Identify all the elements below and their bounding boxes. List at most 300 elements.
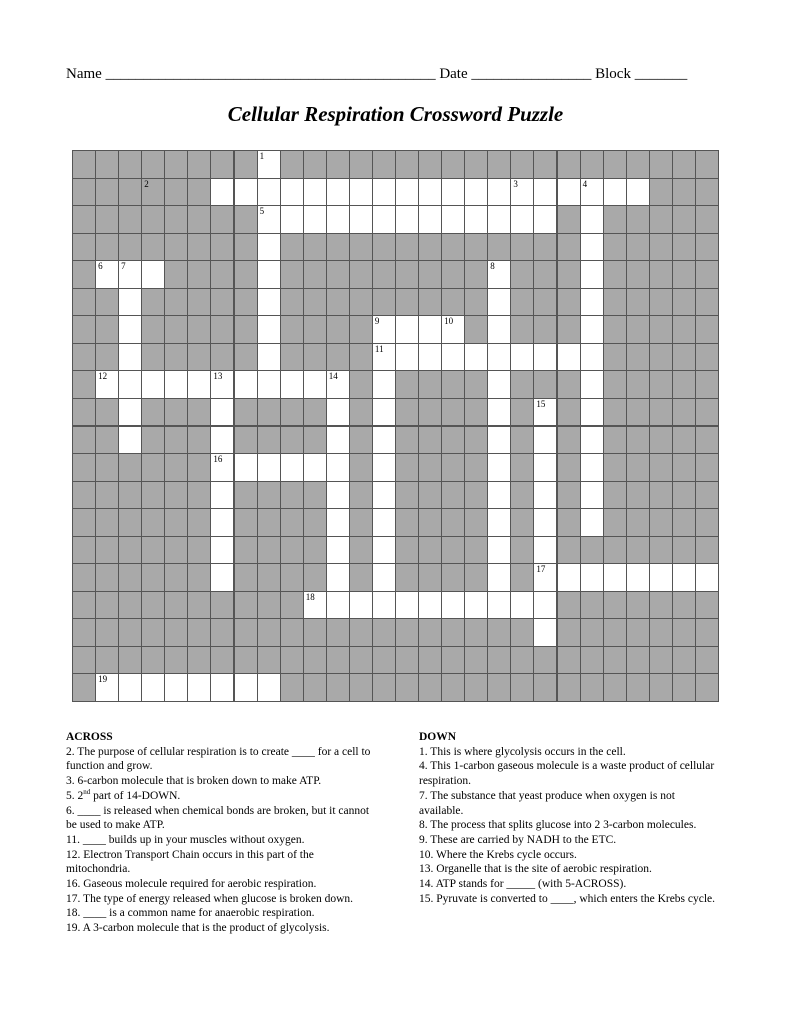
crossword-cell[interactable] [349, 178, 373, 207]
blocked-cell [395, 370, 419, 399]
crossword-cell[interactable] [210, 536, 234, 565]
crossword-cell[interactable] [257, 233, 281, 262]
blocked-cell [280, 315, 304, 344]
blocked-cell [695, 370, 719, 399]
crossword-cell[interactable] [580, 481, 604, 510]
crossword-cell[interactable] [234, 673, 258, 702]
blocked-cell [349, 646, 373, 675]
crossword-cell[interactable] [533, 426, 557, 455]
blocked-cell [326, 618, 350, 647]
blocked-cell [187, 508, 211, 537]
blocked-cell [603, 150, 627, 179]
blocked-cell [303, 673, 327, 702]
blocked-cell [672, 673, 696, 702]
blocked-cell [303, 315, 327, 344]
blocked-cell [72, 150, 96, 179]
crossword-cell[interactable] [672, 563, 696, 592]
crossword-cell[interactable] [372, 453, 396, 482]
blocked-cell [672, 508, 696, 537]
crossword-cell[interactable] [118, 673, 142, 702]
crossword-cell[interactable] [487, 563, 511, 592]
blocked-cell [234, 288, 258, 317]
blocked-cell [280, 618, 304, 647]
crossword-cell[interactable] [210, 453, 234, 482]
crossword-cell[interactable] [533, 536, 557, 565]
blocked-cell [464, 508, 488, 537]
blocked-cell [672, 343, 696, 372]
crossword-cell[interactable] [234, 178, 258, 207]
clue-number: 9 [374, 316, 380, 327]
blocked-cell [441, 481, 465, 510]
crossword-cell[interactable] [395, 315, 419, 344]
blocked-cell [118, 591, 142, 620]
crossword-cell[interactable] [510, 205, 534, 234]
blocked-cell [626, 536, 650, 565]
crossword-cell[interactable] [210, 370, 234, 399]
blocked-cell [326, 233, 350, 262]
crossword-cell[interactable] [441, 178, 465, 207]
crossword-cell[interactable] [441, 343, 465, 372]
crossword-cell[interactable] [118, 343, 142, 372]
crossword-cell[interactable] [118, 315, 142, 344]
crossword-cell[interactable] [510, 343, 534, 372]
crossword-cell[interactable] [257, 178, 281, 207]
blocked-cell [257, 426, 281, 455]
crossword-cell[interactable] [418, 315, 442, 344]
blocked-cell [164, 563, 188, 592]
blocked-cell [164, 646, 188, 675]
crossword-cell[interactable] [418, 591, 442, 620]
crossword-cell[interactable] [210, 673, 234, 702]
blocked-cell [326, 343, 350, 372]
crossword-cell[interactable] [441, 315, 465, 344]
blocked-cell [557, 591, 581, 620]
crossword-cell[interactable] [257, 260, 281, 289]
blocked-cell [72, 536, 96, 565]
blocked-cell [257, 398, 281, 427]
crossword-cell[interactable] [118, 260, 142, 289]
blocked-cell [118, 178, 142, 207]
blocked-cell [372, 618, 396, 647]
clue-number: 1 [259, 151, 265, 161]
crossword-cell[interactable] [303, 453, 327, 482]
crossword-cell[interactable] [372, 536, 396, 565]
crossword-cell[interactable] [603, 178, 627, 207]
crossword-cell[interactable] [372, 563, 396, 592]
crossword-cell[interactable] [533, 618, 557, 647]
crossword-cell[interactable] [372, 370, 396, 399]
crossword-cell[interactable] [487, 288, 511, 317]
blocked-cell [234, 260, 258, 289]
crossword-cell[interactable] [257, 370, 281, 399]
crossword-cell[interactable] [580, 398, 604, 427]
crossword-cell[interactable] [326, 370, 350, 399]
blocked-cell [187, 315, 211, 344]
crossword-cell[interactable] [533, 178, 557, 207]
crossword-cell[interactable] [510, 591, 534, 620]
crossword-cell[interactable] [695, 563, 719, 592]
clue-number: 4 [582, 178, 588, 189]
blocked-cell [672, 260, 696, 289]
crossword-cell[interactable] [557, 178, 581, 207]
crossword-cell[interactable] [533, 563, 557, 592]
blocked-cell [349, 563, 373, 592]
crossword-cell[interactable] [372, 178, 396, 207]
crossword-cell[interactable] [487, 178, 511, 207]
blocked-cell [141, 536, 165, 565]
crossword-cell[interactable] [95, 370, 119, 399]
blocked-cell [603, 233, 627, 262]
crossword-cell[interactable] [395, 591, 419, 620]
clue-item: 1. This is where glycolysis occurs in the cell. [419, 745, 626, 758]
crossword-cell[interactable] [557, 343, 581, 372]
blocked-cell [533, 673, 557, 702]
blocked-cell [257, 536, 281, 565]
blocked-cell [326, 288, 350, 317]
clue-number: 7 [121, 261, 126, 272]
clue-item: 11. ____ builds up in your muscles without oxygen. [66, 833, 305, 846]
blocked-cell [72, 646, 96, 675]
crossword-cell[interactable] [164, 370, 188, 399]
blocked-cell [372, 233, 396, 262]
blocked-cell [649, 178, 673, 207]
crossword-cell[interactable] [464, 591, 488, 620]
blocked-cell [626, 260, 650, 289]
crossword-cell[interactable] [533, 343, 557, 372]
crossword-cell[interactable] [580, 233, 604, 262]
crossword-cell[interactable] [372, 343, 396, 372]
blocked-cell [210, 646, 234, 675]
crossword-cell[interactable] [187, 673, 211, 702]
crossword-cell[interactable] [372, 398, 396, 427]
blocked-cell [280, 563, 304, 592]
crossword-cell[interactable] [464, 343, 488, 372]
crossword-cell[interactable] [441, 591, 465, 620]
blocked-cell [464, 618, 488, 647]
blocked-cell [533, 260, 557, 289]
blocked-cell [672, 370, 696, 399]
blocked-cell [557, 260, 581, 289]
crossword-cell[interactable] [418, 178, 442, 207]
crossword-cell[interactable] [326, 426, 350, 455]
blocked-cell [649, 205, 673, 234]
blocked-cell [280, 233, 304, 262]
blocked-cell [695, 508, 719, 537]
crossword-cell[interactable] [580, 453, 604, 482]
crossword-cell[interactable] [326, 453, 350, 482]
blocked-cell [234, 233, 258, 262]
blocked-cell [234, 618, 258, 647]
blocked-cell [95, 536, 119, 565]
crossword-cell[interactable] [533, 508, 557, 537]
blocked-cell [187, 618, 211, 647]
crossword-cell[interactable] [487, 370, 511, 399]
crossword-cell[interactable] [141, 370, 165, 399]
crossword-cell[interactable] [487, 508, 511, 537]
crossword-cell[interactable] [210, 398, 234, 427]
blocked-cell [487, 233, 511, 262]
crossword-cell[interactable] [580, 370, 604, 399]
clue-item: 17. The type of energy released when glucose is broken down. [66, 892, 353, 905]
crossword-cell[interactable] [257, 205, 281, 234]
crossword-cell[interactable] [372, 508, 396, 537]
crossword-cell[interactable] [372, 426, 396, 455]
crossword-cell[interactable] [303, 591, 327, 620]
blocked-cell [441, 453, 465, 482]
blocked-cell [118, 481, 142, 510]
crossword-cell[interactable] [372, 205, 396, 234]
crossword-cell[interactable] [303, 370, 327, 399]
crossword-cell[interactable] [210, 508, 234, 537]
blocked-cell [187, 646, 211, 675]
crossword-cell[interactable] [487, 536, 511, 565]
crossword-cell[interactable] [141, 673, 165, 702]
crossword-cell[interactable] [487, 398, 511, 427]
crossword-cell[interactable] [234, 370, 258, 399]
crossword-cell[interactable] [580, 508, 604, 537]
crossword-cell[interactable] [487, 591, 511, 620]
blocked-cell [626, 233, 650, 262]
crossword-cell[interactable] [210, 178, 234, 207]
crossword-cell[interactable] [395, 178, 419, 207]
clue-number: 11 [374, 343, 384, 354]
down-clues [419, 730, 719, 906]
blocked-cell [672, 178, 696, 207]
crossword-cell[interactable] [395, 205, 419, 234]
blocked-cell [326, 260, 350, 289]
blocked-cell [464, 370, 488, 399]
crossword-cell[interactable] [118, 288, 142, 317]
blocked-cell [349, 673, 373, 702]
blocked-cell [418, 288, 442, 317]
crossword-cell[interactable] [257, 288, 281, 317]
blocked-cell [349, 536, 373, 565]
blocked-cell [649, 646, 673, 675]
blocked-cell [626, 508, 650, 537]
crossword-cell[interactable] [395, 343, 419, 372]
clue-item: 13. Organelle that is the site of aerobic respiration. [419, 863, 652, 876]
crossword-cell[interactable] [580, 205, 604, 234]
crossword-cell[interactable] [210, 426, 234, 455]
blocked-cell [418, 563, 442, 592]
crossword-cell[interactable] [533, 398, 557, 427]
blocked-cell [557, 673, 581, 702]
crossword-cell[interactable] [141, 260, 165, 289]
blocked-cell [441, 260, 465, 289]
blocked-cell [603, 260, 627, 289]
crossword-cell[interactable] [349, 205, 373, 234]
blocked-cell [557, 536, 581, 565]
crossword-cell[interactable] [372, 591, 396, 620]
blocked-cell [580, 150, 604, 179]
blocked-cell [626, 398, 650, 427]
crossword-cell[interactable] [487, 481, 511, 510]
blocked-cell [95, 646, 119, 675]
crossword-cell[interactable] [580, 178, 604, 207]
crossword-cell[interactable] [533, 481, 557, 510]
crossword-cell[interactable] [303, 178, 327, 207]
crossword-cell[interactable] [418, 343, 442, 372]
blocked-cell [510, 673, 534, 702]
crossword-cell[interactable] [510, 178, 534, 207]
blocked-cell [464, 315, 488, 344]
blocked-cell [418, 673, 442, 702]
crossword-cell[interactable] [580, 426, 604, 455]
blocked-cell [303, 150, 327, 179]
crossword-cell[interactable] [326, 563, 350, 592]
blocked-cell [580, 646, 604, 675]
crossword-cell[interactable] [372, 481, 396, 510]
blocked-cell [672, 398, 696, 427]
crossword-cell[interactable] [210, 481, 234, 510]
blocked-cell [280, 591, 304, 620]
crossword-cell[interactable] [234, 453, 258, 482]
crossword-cell[interactable] [533, 205, 557, 234]
blocked-cell [72, 618, 96, 647]
crossword-cell[interactable] [580, 315, 604, 344]
crossword-cell[interactable] [372, 315, 396, 344]
crossword-cell[interactable] [580, 288, 604, 317]
blocked-cell [141, 233, 165, 262]
clue-text: 5. 2 [66, 789, 84, 802]
crossword-cell[interactable] [326, 591, 350, 620]
crossword-cell[interactable] [487, 315, 511, 344]
blocked-cell [72, 260, 96, 289]
crossword-cell[interactable] [257, 150, 281, 179]
blocked-cell [603, 315, 627, 344]
crossword-cell[interactable] [303, 205, 327, 234]
crossword-cell[interactable] [580, 260, 604, 289]
crossword-cell[interactable] [580, 343, 604, 372]
blocked-cell [695, 426, 719, 455]
crossword-cell[interactable] [280, 453, 304, 482]
crossword-cell[interactable] [95, 260, 119, 289]
blocked-cell [695, 260, 719, 289]
crossword-cell[interactable] [603, 563, 627, 592]
crossword-cell[interactable] [257, 315, 281, 344]
crossword-cell[interactable] [187, 370, 211, 399]
blocked-cell [441, 563, 465, 592]
crossword-cell[interactable] [580, 563, 604, 592]
crossword-cell[interactable] [557, 563, 581, 592]
clue-number: 14 [328, 371, 338, 382]
blocked-cell [187, 536, 211, 565]
blocked-cell [72, 343, 96, 372]
crossword-cell[interactable] [164, 673, 188, 702]
blocked-cell [695, 233, 719, 262]
blocked-cell [695, 315, 719, 344]
blocked-cell [533, 233, 557, 262]
blocked-cell [510, 233, 534, 262]
blocked-cell [603, 508, 627, 537]
blocked-cell [395, 673, 419, 702]
crossword-cell[interactable] [487, 426, 511, 455]
blocked-cell [626, 591, 650, 620]
blocked-cell [533, 315, 557, 344]
crossword-cell[interactable] [210, 563, 234, 592]
blocked-cell [395, 260, 419, 289]
blocked-cell [326, 315, 350, 344]
blocked-cell [441, 536, 465, 565]
blocked-cell [257, 563, 281, 592]
crossword-cell[interactable] [326, 398, 350, 427]
crossword-cell[interactable] [487, 260, 511, 289]
blocked-cell [141, 288, 165, 317]
blocked-cell [464, 398, 488, 427]
crossword-cell[interactable] [626, 563, 650, 592]
blocked-cell [164, 398, 188, 427]
crossword-cell[interactable] [326, 481, 350, 510]
crossword-cell[interactable] [464, 178, 488, 207]
blocked-cell [349, 260, 373, 289]
crossword-cell[interactable] [326, 178, 350, 207]
blocked-cell [164, 233, 188, 262]
crossword-cell[interactable] [326, 508, 350, 537]
crossword-cell[interactable] [441, 205, 465, 234]
blocked-cell [187, 288, 211, 317]
crossword-cell[interactable] [280, 370, 304, 399]
clue-text: part of 14-DOWN. [90, 789, 181, 802]
crossword-cell[interactable] [257, 453, 281, 482]
blocked-cell [649, 481, 673, 510]
crossword-cell[interactable] [95, 673, 119, 702]
blocked-cell [234, 481, 258, 510]
blocked-cell [280, 260, 304, 289]
blocked-cell [510, 563, 534, 592]
crossword-cell[interactable] [487, 205, 511, 234]
blocked-cell [395, 453, 419, 482]
crossword-cell[interactable] [280, 205, 304, 234]
crossword-cell[interactable] [118, 370, 142, 399]
crossword-cell[interactable] [533, 591, 557, 620]
clue-item: 15. Pyruvate is converted to ____, which enters the Krebs cycle. [419, 892, 716, 905]
crossword-cell[interactable] [326, 205, 350, 234]
crossword-cell[interactable] [280, 178, 304, 207]
crossword-cell[interactable] [626, 178, 650, 207]
crossword-cell[interactable] [349, 591, 373, 620]
crossword-cell[interactable] [257, 673, 281, 702]
crossword-cell[interactable] [326, 536, 350, 565]
blocked-cell [187, 426, 211, 455]
blocked-cell [557, 315, 581, 344]
name-date-block-line: Name ____________________________________________ Date ________________ Block _______ [66, 66, 688, 82]
blocked-cell [234, 205, 258, 234]
blocked-cell [533, 370, 557, 399]
blocked-cell [510, 150, 534, 179]
crossword-cell[interactable] [533, 453, 557, 482]
crossword-cell[interactable] [418, 205, 442, 234]
blocked-cell [603, 370, 627, 399]
crossword-cell[interactable] [257, 343, 281, 372]
blocked-cell [395, 563, 419, 592]
crossword-cell[interactable] [487, 453, 511, 482]
blocked-cell [72, 398, 96, 427]
blocked-cell [510, 370, 534, 399]
blocked-cell [234, 508, 258, 537]
crossword-cell[interactable] [649, 563, 673, 592]
crossword-cell[interactable] [118, 398, 142, 427]
blocked-cell [603, 343, 627, 372]
blocked-cell [557, 646, 581, 675]
clue-number: 6 [98, 261, 103, 272]
crossword-cell[interactable] [487, 343, 511, 372]
blocked-cell [72, 563, 96, 592]
blocked-cell [464, 426, 488, 455]
crossword-cell[interactable] [464, 205, 488, 234]
blocked-cell [649, 398, 673, 427]
blocked-cell [210, 343, 234, 372]
crossword-cell[interactable] [118, 426, 142, 455]
